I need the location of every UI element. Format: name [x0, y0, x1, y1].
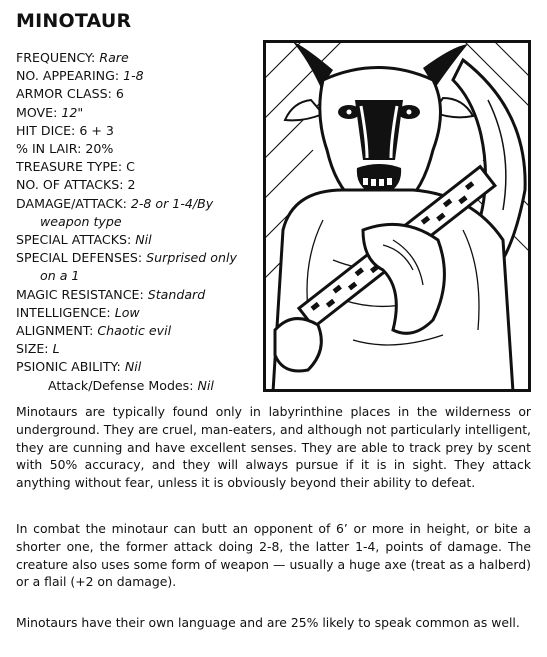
stat-label: HIT DICE:	[16, 122, 76, 138]
stat-value: 1-8	[123, 68, 144, 84]
stat-value: C	[126, 159, 135, 175]
stat-value-continued: weapon type	[40, 213, 122, 229]
stat-value: 12"	[61, 104, 84, 120]
stat-size	[16, 340, 261, 358]
stat-damage-attack	[16, 195, 261, 231]
stat-label: SPECIAL ATTACKS:	[16, 232, 132, 248]
stat-label: FREQUENCY:	[16, 50, 96, 65]
stat-block	[16, 49, 261, 395]
stat-hit-dice	[16, 122, 261, 140]
stat-move	[16, 104, 261, 122]
stat-label: NO. APPEARING:	[16, 68, 120, 84]
stat-value: Nil	[135, 232, 152, 248]
stat-treasure-type	[16, 158, 261, 176]
stat-label: INTELLIGENCE:	[16, 304, 111, 320]
stat-value: 2-8 or 1-4/By	[130, 195, 214, 211]
combat-paragraph: In combat the minotaur can butt an opponent of 6’ or more in height, or bite a shorter one, the former attack doing 2-8, the latter 1-4, points of damage. The creature also uses some form of weapon — usually a huge axe (treat as a halberd) or a flail (+2 on damage).	[16, 521, 531, 590]
stat-no-of-attacks	[16, 176, 261, 194]
stat-value: Nil	[124, 359, 142, 375]
stat-value: Low	[114, 304, 140, 320]
stat-alignment	[16, 322, 261, 340]
minotaur-hand	[275, 319, 321, 371]
stat-in-lair	[16, 140, 261, 158]
stat-value: Standard	[147, 286, 206, 302]
stat-label: MAGIC RESISTANCE:	[16, 286, 144, 302]
stat-label: PSIONIC ABILITY:	[16, 359, 121, 375]
stat-value: 2	[127, 177, 136, 193]
minotaur-illustration	[263, 40, 531, 392]
stat-label: TREASURE TYPE:	[16, 159, 123, 175]
stat-value: L	[52, 341, 60, 357]
stat-label: DAMAGE/ATTACK:	[16, 195, 127, 211]
stat-intelligence	[16, 304, 261, 322]
stat-value: Nil	[197, 377, 214, 393]
monster-title: MINOTAUR	[16, 10, 132, 32]
stat-magic-resistance	[16, 286, 261, 304]
stat-value: 6	[115, 86, 124, 102]
stat-label: NO. OF ATTACKS:	[16, 177, 124, 193]
stat-label: SPECIAL DEFENSES:	[16, 250, 143, 266]
minotaur-with-axe-icon	[263, 40, 531, 392]
stat-value: Chaotic evil	[97, 323, 172, 339]
stat-label: ALIGNMENT:	[16, 323, 94, 339]
description-paragraph: Minotaurs are typically found only in labyrinthine places in the wilderness or underground. They are cruel, man-eaters, and although not particularly intelligent, they are cunning and have excellent senses. They are able to track prey by scent with 50% accuracy, and they will always pursue if it is in sight. They attack anything without fear, unless it is obviously beyond their ability to defeat.	[16, 404, 531, 491]
stat-label: ARMOR CLASS:	[16, 86, 112, 102]
language-paragraph: Minotaurs have their own language and are 25% likely to speak common as well.	[16, 615, 520, 630]
stat-attack-defense-modes	[16, 377, 261, 395]
stat-value: 6 + 3	[79, 122, 114, 138]
stat-label: % IN LAIR:	[16, 141, 82, 157]
stat-psionic-ability	[16, 358, 261, 376]
stat-label: SIZE:	[16, 341, 49, 357]
stat-special-defenses	[16, 249, 261, 285]
stat-frequency	[16, 49, 261, 67]
stat-special-attacks	[16, 231, 261, 249]
stat-value-continued: on a 1	[40, 268, 80, 284]
stat-label: Attack/Defense Modes:	[48, 377, 194, 393]
stat-value: Rare	[99, 50, 129, 65]
stat-no-appearing	[16, 67, 261, 85]
stat-label: MOVE:	[16, 104, 58, 120]
stat-value: Surprised only	[146, 250, 237, 266]
stat-value: 20%	[85, 141, 114, 157]
stat-armor-class	[16, 85, 261, 103]
